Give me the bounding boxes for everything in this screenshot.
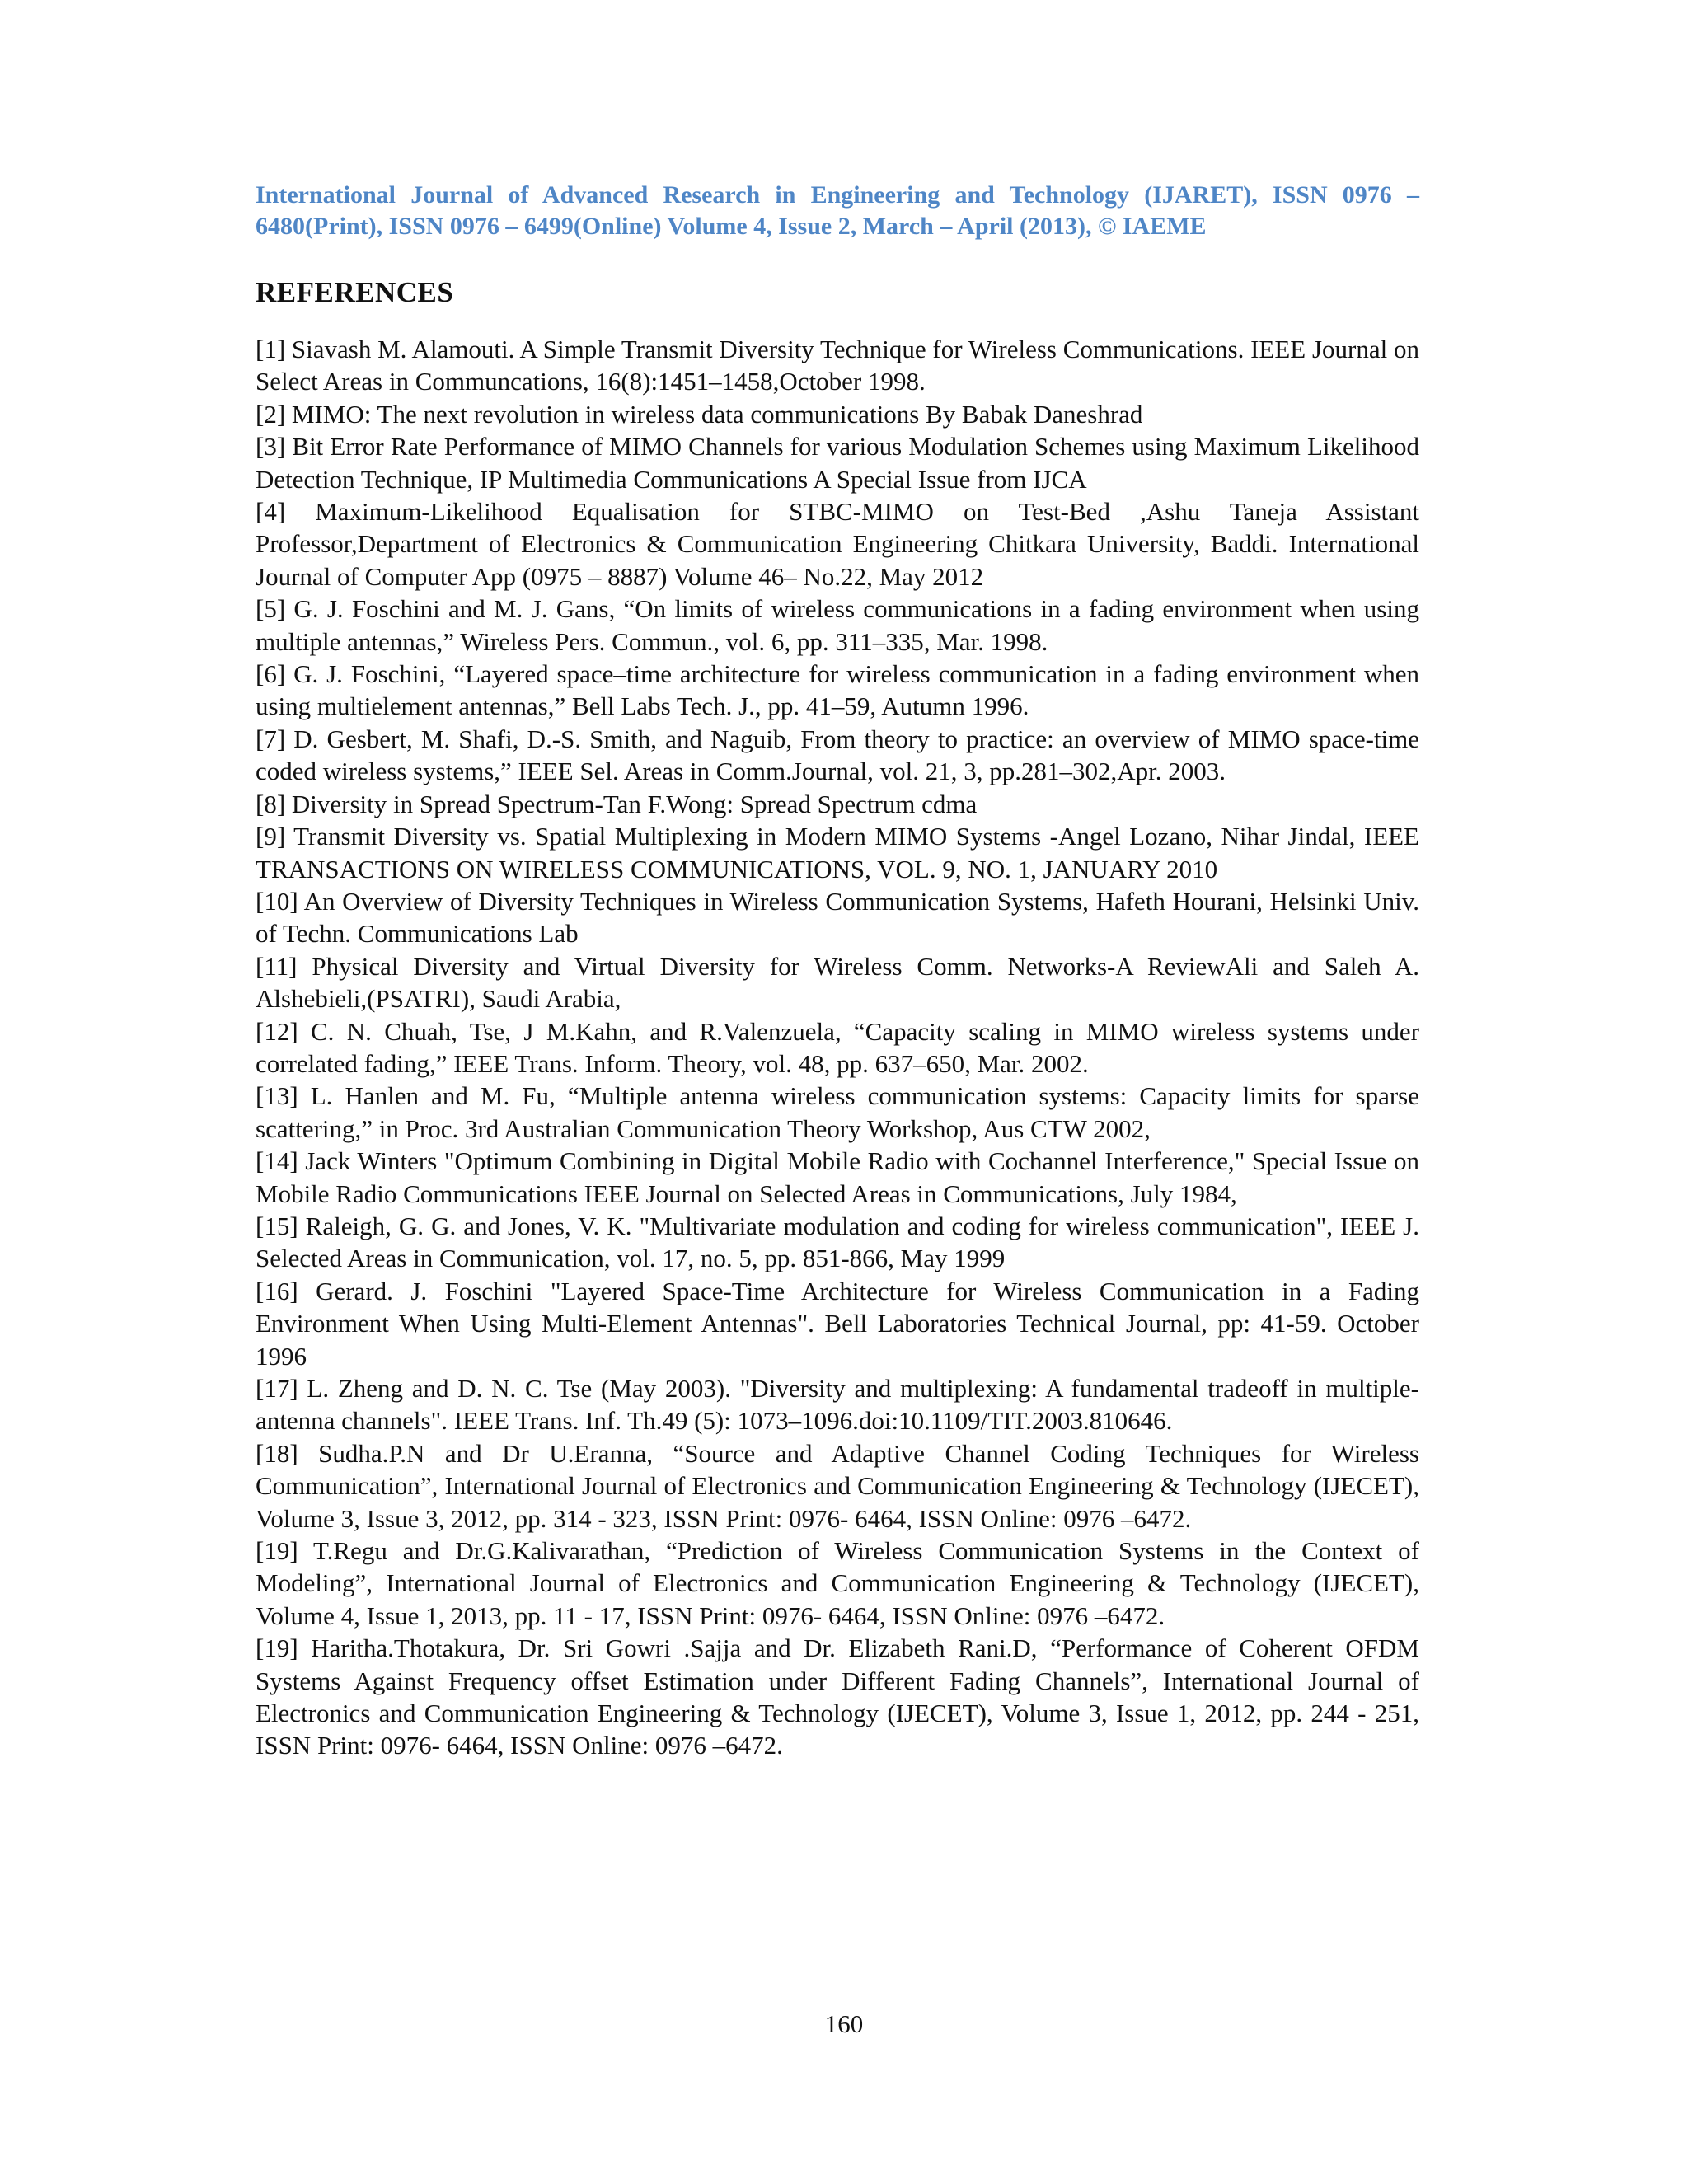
page-number: 160	[824, 2009, 864, 2038]
reference-item: [13] L. Hanlen and M. Fu, “Multiple antenna wireless communication systems: Capacity limits for sparse scattering,” in Proc. 3rd Australian Communication Theory Workshop, Aus CTW 2002,	[256, 1081, 1419, 1143]
reference-item: [8] Diversity in Spread Spectrum-Tan F.Wong: Spread Spectrum cdma	[256, 789, 978, 818]
reference-item: [9] Transmit Diversity vs. Spatial Multiplexing in Modern MIMO Systems -Angel Lozano, Nihar Jindal, IEEE TRANSACTIONS ON WIRELESS COMMUNICATIONS, VOL. 9, NO. 1, JANUARY 2010	[256, 822, 1419, 883]
reference-item: [11] Physical Diversity and Virtual Diversity for Wireless Comm. Networks-A ReviewAli and Saleh A. Alshebieli,(PSATRI), Saudi Arabia,	[256, 951, 1419, 1014]
reference-item: [1] Siavash M. Alamouti. A Simple Transmit Diversity Technique for Wireless Communications. IEEE Journal on Select Areas in Communcations, 16(8):1451–1458,October 1998.	[256, 335, 1419, 396]
reference-item: [4] Maximum-Likelihood Equalisation for STBC-MIMO on Test-Bed ,Ashu Taneja Assistant Professor,Department of Electronics & Communication Engineering Chitkara University, Baddi. International Journal of Computer App (0975 – 8887) Volume 46– No.22, May 2012	[256, 497, 1419, 591]
reference-item: [14] Jack Winters "Optimum Combining in Digital Mobile Radio with Cochannel Interference," Special Issue on Mobile Radio Communications IEEE Journal on Selected Areas in Communications, July 1984,	[256, 1146, 1419, 1208]
reference-item: [18] Sudha.P.N and Dr U.Eranna, “Source and Adaptive Channel Coding Techniques for Wireless Communication”, International Journal of Electronics and Communication Engineering & Technology (IJECET), Volume 3, Issue 3, 2012, pp. 314 - 323, ISSN Print: 0976- 6464, ISSN Online: 0976 –6472.	[256, 1438, 1419, 1533]
reference-item: [15] Raleigh, G. G. and Jones, V. K. "Multivariate modulation and coding for wireless communication", IEEE J. Selected Areas in Communication, vol. 17, no. 5, pp. 851-866, May 1999	[256, 1211, 1419, 1273]
journal-header: International Journal of Advanced Research in Engineering and Technology (IJARET), ISSN 0976 – 6480(Print), ISSN 0976 – 6499(Online) Volume 4, Issue 2, March – April (2013), © IAEME	[256, 181, 1419, 240]
reference-item: [16] Gerard. J. Foschini "Layered Space-Time Architecture for Wireless Communication in a Fading Environment When Using Multi-Element Antennas". Bell Laboratories Technical Journal, pp: 41-59. October 1996	[256, 1276, 1419, 1371]
section-title: REFERENCES	[256, 276, 454, 308]
reference-item: [19] T.Regu and Dr.G.Kalivarathan, “Prediction of Wireless Communication Systems in the Context of Modeling”, International Journal of Electronics and Communication Engineering & Technology (IJECET), Volume 4, Issue 1, 2013, pp. 11 - 17, ISSN Print: 0976- 6464, ISSN Online: 0976 –6472.	[256, 1536, 1419, 1630]
reference-item: [12] C. N. Chuah, Tse, J M.Kahn, and R.Valenzuela, “Capacity scaling in MIMO wireless systems under correlated fading,” IEEE Trans. Inform. Theory, vol. 48, pp. 637–650, Mar. 2002.	[256, 1016, 1419, 1078]
reference-item: [3] Bit Error Rate Performance of MIMO Channels for various Modulation Schemes using Maximum Likelihood Detection Technique, IP Multimedia Communications A Special Issue from IJCA	[256, 432, 1419, 494]
reference-item: [7] D. Gesbert, M. Shafi, D.-S. Smith, and Naguib, From theory to practice: an overview of MIMO space-time coded wireless systems,” IEEE Sel. Areas in Comm.Journal, vol. 21, 3, pp.281–302,Apr. 2003.	[256, 724, 1419, 786]
reference-item: [10] An Overview of Diversity Techniques in Wireless Communication Systems, Hafeth Hourani, Helsinki Univ. of Techn. Communications Lab	[256, 886, 1419, 949]
reference-item: [2] MIMO: The next revolution in wireless data communications By Babak Daneshrad	[256, 399, 1143, 429]
reference-item: [17] L. Zheng and D. N. C. Tse (May 2003). "Diversity and multiplexing: A fundamental tradeoff in multiple-antenna channels". IEEE Trans. Inf. Th.49 (5): 1073–1096.doi:10.1109/TIT.2003.810646.	[256, 1374, 1419, 1436]
reference-item: [5] G. J. Foschini and M. J. Gans, “On limits of wireless communications in a fading environment when using multiple antennas,” Wireless Pers. Commun., vol. 6, pp. 311–335, Mar. 1998.	[256, 594, 1419, 656]
reference-list	[256, 333, 1419, 1762]
reference-item: [6] G. J. Foschini, “Layered space–time architecture for wireless communication in a fading environment when using multielement antennas,” Bell Labs Tech. J., pp. 41–59, Autumn 1996.	[256, 659, 1419, 721]
reference-item: [19] Haritha.Thotakura, Dr. Sri Gowri .Sajja and Dr. Elizabeth Rani.D, “Performance of Coherent OFDM Systems Against Frequency offset Estimation under Different Fading Channels”, International Journal of Electronics and Communication Engineering & Technology (IJECET), Volume 3, Issue 1, 2012, pp. 244 - 251, ISSN Print: 0976- 6464, ISSN Online: 0976 –6472.	[256, 1633, 1419, 1760]
